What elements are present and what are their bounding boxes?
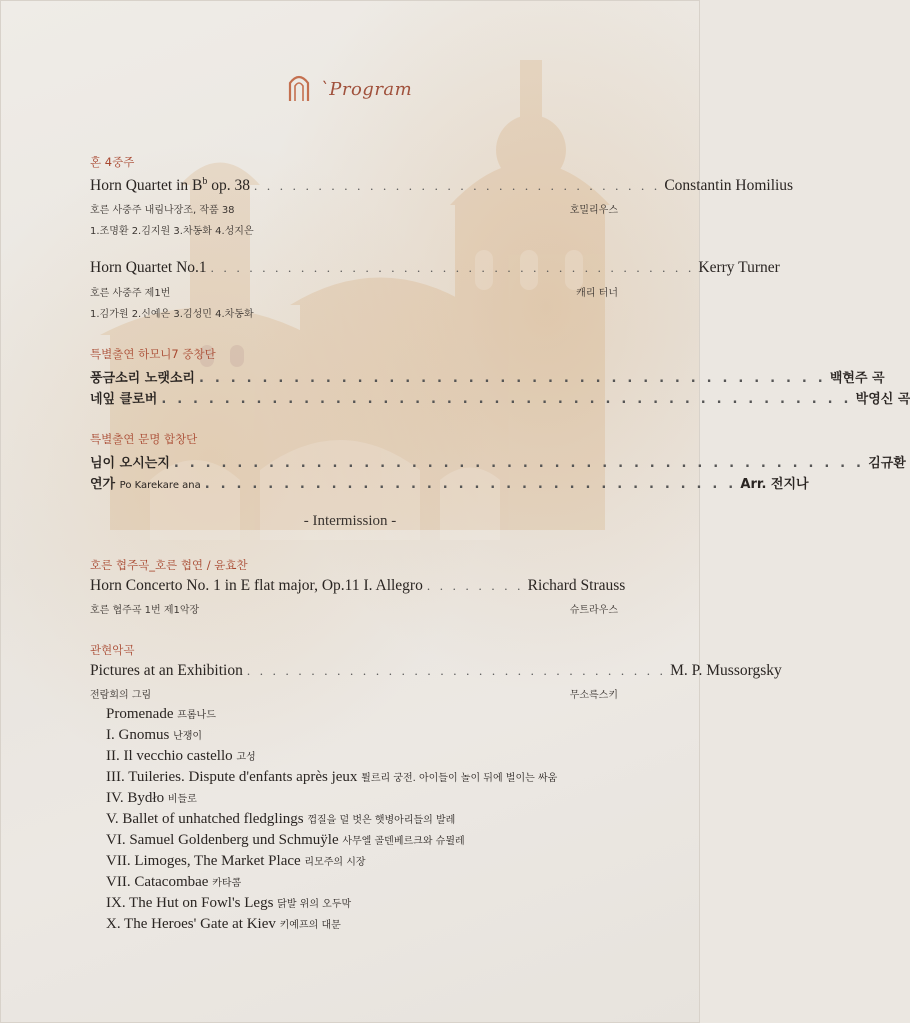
leader-dots: . . . . . . . . . . . . . . . . . . . . . . . . . . . . . . . . . . . . . . . . . . . .: [161, 392, 852, 407]
movement-item: VII. Limoges, The Market Place 리모주의 시장: [106, 853, 366, 869]
composer-korean: 무소륵스키: [569, 690, 618, 701]
program-title: `Program: [319, 79, 413, 100]
program-entry: [90, 662, 782, 680]
piece-title: 님이 오시는지: [90, 456, 170, 471]
arch-icon: [288, 72, 310, 107]
leader-dots: . . . . . . . . . . . . . . . . . . . . . . . . . . . . . . . . . .: [204, 477, 737, 492]
movement-item: III. Tuileries. Dispute d'enfants après jeux 튈르리 궁전. 아이들이 놀이 뒤에 벌이는 싸움: [106, 769, 558, 785]
piece-title: 연가 Po Karekare ana: [90, 477, 201, 492]
piece-title-korean: 호른 사중주 제1번: [90, 288, 171, 299]
section-heading: 특별출연 문명 합창단: [90, 432, 198, 446]
program-header: [0, 72, 700, 107]
composer-name: M. P. Mussorgsky: [670, 662, 782, 679]
movement-item: II. Il vecchio castello 고성: [106, 748, 256, 764]
program-entry: [90, 452, 906, 471]
composer-name: Constantin Homilius: [664, 177, 794, 195]
performers: 1.김가원 2.신예은 3.김성민 4.차동화: [90, 309, 254, 320]
program-entry: [90, 176, 794, 195]
piece-title-korean: 호른 사중주 내림나장조, 작품 38: [90, 205, 235, 216]
movement-item: I. Gnomus 난쟁이: [106, 727, 203, 743]
composer-name: Kerry Turner: [698, 259, 780, 276]
composer-korean: 슈트라우스: [569, 605, 618, 616]
movement-item: IX. The Hut on Fowl's Legs 닭발 위의 오두막: [106, 895, 352, 911]
intermission: - Intermission -: [303, 513, 397, 529]
section-heading: 관현악곡: [90, 643, 135, 657]
piece-subtitle-row: [90, 284, 618, 299]
piece-subtitle-row: [90, 201, 618, 216]
program-entry: [90, 388, 910, 407]
piece-subtitle-row: [90, 686, 618, 701]
composer-name: Richard Strauss: [527, 577, 626, 594]
piece-subtitle-row: [90, 601, 618, 616]
program-entry: [90, 577, 626, 595]
composer-korean: 캐리 터너: [576, 288, 618, 299]
piece-title: Horn Quartet No.1: [90, 259, 207, 276]
movement-item: V. Ballet of unhatched fledglings 껍질을 덜 벗은 햇병아리들의 발레: [106, 811, 456, 827]
composer-name: 김규환: [868, 456, 906, 471]
leader-dots: . . . . . . . . . . . . . . . . . . . . . . . . . . . . . . . . . . . . . . . .: [199, 371, 826, 386]
leader-dots: . . . . . . . . . . . . . . . . . . . . . . . . . . . . . . . . .: [246, 663, 667, 678]
movement-item: VII. Catacombae 카타콤: [106, 874, 242, 890]
composer-korean: 호밀리우스: [569, 205, 618, 216]
section-heading: 호른 협주곡_호른 협연 / 윤효찬: [90, 558, 248, 572]
composer-name: Arr. 전지나: [740, 477, 809, 492]
leader-dots: . . . . . . . .: [426, 578, 524, 593]
program-entry: [90, 473, 809, 492]
movement-item: IV. Bydło 비들로: [106, 790, 197, 806]
piece-title: Horn Quartet in $B^b$ op. 38: [90, 176, 250, 195]
leader-dots: . . . . . . . . . . . . . . . . . . . . . . . . . . . . . . . . . . . . . . . . . . . .: [173, 456, 865, 471]
performers: 1.조명환 2.김지원 3.차동화 4.성지은: [90, 226, 254, 237]
composer-name: 박영신 곡: [855, 392, 910, 407]
section-heading: 혼 4중주: [90, 155, 135, 169]
piece-title: 풍금소리 노랫소리: [90, 371, 195, 386]
piece-title: Horn Concerto No. 1 in E flat major, Op.11 I. Allegro: [90, 577, 423, 594]
movement-item: VI. Samuel Goldenberg und Schmuÿle 사무엘 골덴베르크와 슈뮐레: [106, 832, 465, 848]
leader-dots: . . . . . . . . . . . . . . . . . . . . . . . . . . . . . . . .: [253, 178, 661, 194]
composer-name: 백현주 곡: [829, 371, 885, 386]
section-heading: 특별출연 하모니7 중창단: [90, 347, 216, 361]
piece-title: 네잎 클로버: [90, 392, 158, 407]
movement-item: Promenade 프롬나드: [106, 706, 216, 722]
program-entry: [90, 259, 780, 277]
movement-item: X. The Heroes' Gate at Kiev 키예프의 대문: [106, 916, 341, 932]
piece-title-korean: 전람회의 그림: [90, 690, 152, 701]
piece-title-korean: 호른 협주곡 1번 제1악장: [90, 605, 200, 616]
piece-title: Pictures at an Exhibition: [90, 662, 243, 679]
leader-dots: . . . . . . . . . . . . . . . . . . . . . . . . . . . . . . . . . . . . . .: [210, 260, 695, 275]
program-entry: [90, 367, 885, 386]
